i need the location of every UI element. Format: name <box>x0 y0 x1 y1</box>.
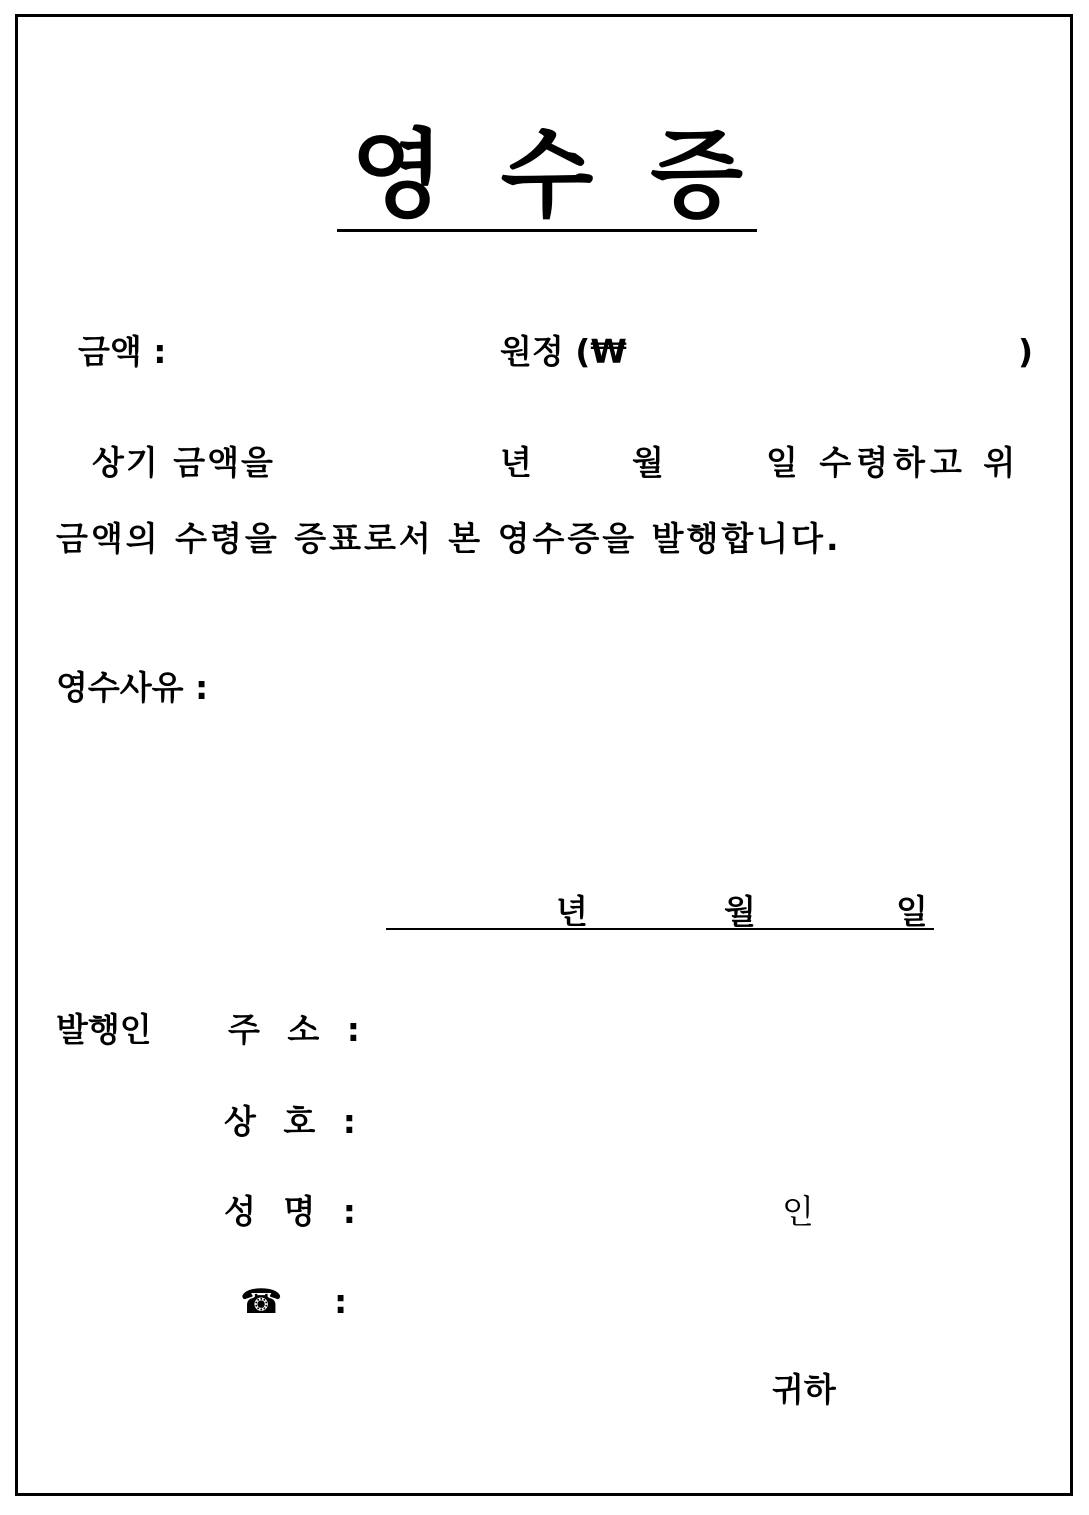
address-label: 주 소 : <box>228 1010 368 1049</box>
amount-close-paren: ) <box>1018 332 1034 371</box>
statement-day-tail: 일 수령하고 위 <box>766 443 1021 482</box>
date-year: 년 <box>556 892 588 931</box>
statement-year: 년 <box>500 443 532 482</box>
issuer-label: 발행인 <box>56 1010 152 1049</box>
recipient-honorific: 귀하 <box>772 1370 836 1409</box>
document-title <box>337 120 757 232</box>
amount-label: 금액 : <box>78 332 167 371</box>
company-label: 상 호 : <box>224 1102 364 1141</box>
reason-label: 영수사유 : <box>56 668 209 707</box>
phone-colon: : <box>334 1282 348 1321</box>
statement-line-2: 금액의 수령을 증표로서 본 영수증을 발행합니다. <box>56 519 842 558</box>
title-char-2: 수 <box>500 118 594 231</box>
statement-intro: 상기 금액을 <box>92 443 275 482</box>
name-label: 성 명 : <box>224 1192 364 1231</box>
title-char-1: 영 <box>351 118 444 231</box>
phone-icon: ☎ <box>240 1282 283 1322</box>
title-char-3: 증 <box>650 118 743 231</box>
date-day: 일 <box>896 892 928 931</box>
document-border <box>15 14 1073 1496</box>
amount-won-text: 원정 (₩ <box>500 332 627 371</box>
seal-mark: 인 <box>782 1192 814 1231</box>
date-underline <box>386 928 934 930</box>
statement-month: 월 <box>632 443 664 482</box>
date-month: 월 <box>724 892 756 931</box>
